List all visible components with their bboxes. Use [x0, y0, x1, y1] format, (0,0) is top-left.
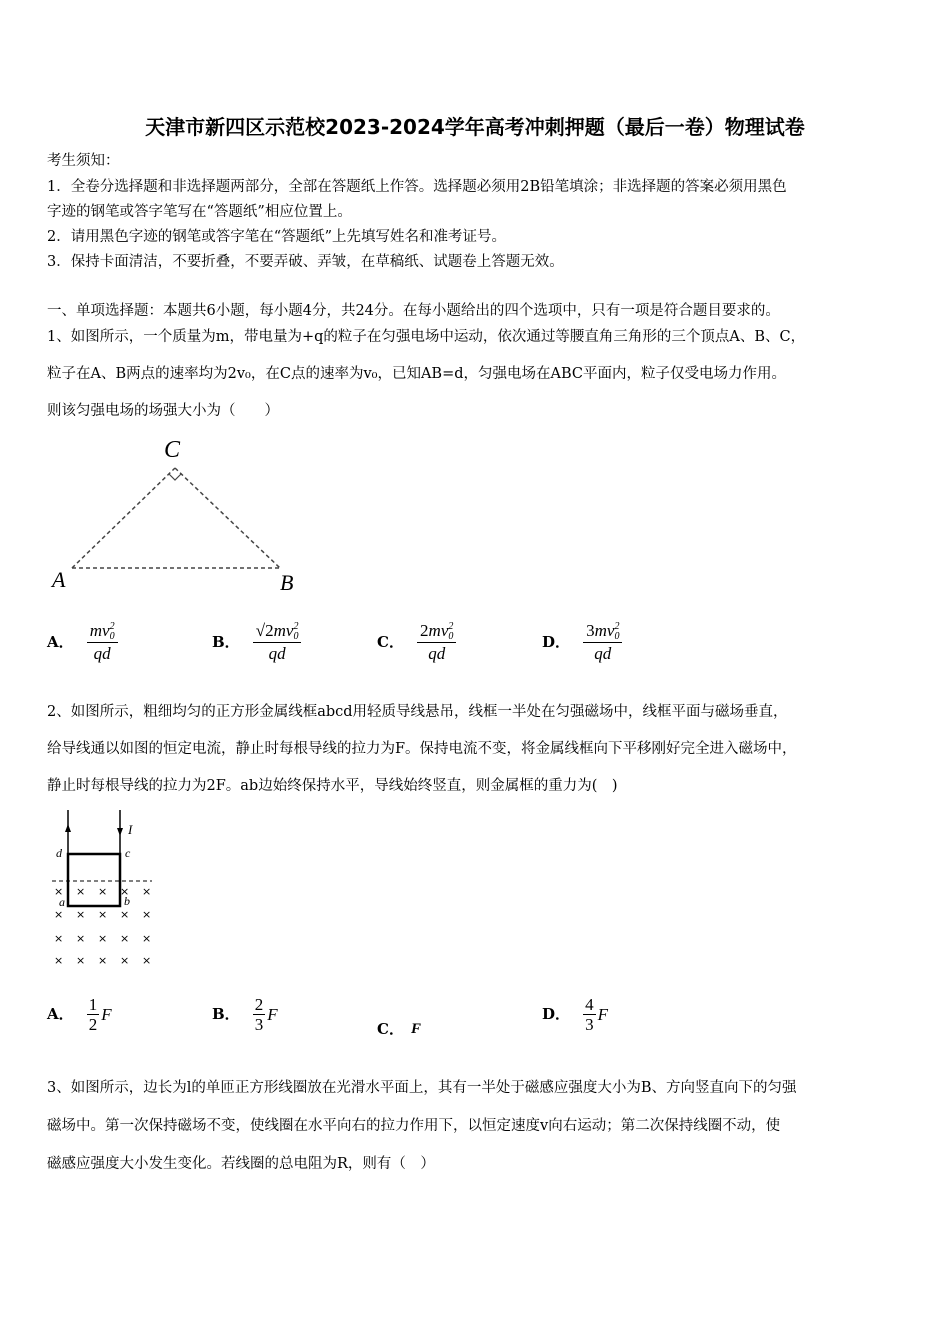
field-cross: ×: [76, 932, 86, 945]
formula: 2mv 2 0 qd: [417, 620, 456, 665]
q1-option-d[interactable]: D． 3mv 2 0 qd: [542, 620, 622, 665]
field-cross: ×: [120, 954, 130, 967]
section-heading: 一、单项选择题：本题共6小题，每小题4分，共24分。在每小题给出的四个选项中，只有一项是符合题目要求的。: [47, 303, 780, 319]
field-cross: ×: [142, 908, 152, 921]
field-cross: ×: [54, 908, 64, 921]
q2-option-d[interactable]: D． $\frac{4}{3}$ F: [542, 995, 608, 1034]
field-cross: ×: [142, 954, 152, 967]
triangle-side-ac: [72, 468, 175, 568]
formula: $\frac{2}{3}$: [254, 995, 264, 1034]
formula: $\frac{1}{2}$: [88, 995, 98, 1034]
formula: mv 2 0 qd: [87, 620, 118, 665]
current-label: I: [128, 822, 133, 837]
field-cross: ×: [120, 908, 130, 921]
field-cross: ×: [98, 954, 108, 967]
q2-option-b[interactable]: B． $\frac{2}{3}$ F: [212, 995, 278, 1034]
field-cross: ×: [98, 908, 108, 921]
q1-text: 粒子在A、B两点的速率均为2v₀，在C点的速率为v₀，已知AB=d，匀强电场在ABC平面内，粒子仅受电场力作用。: [47, 366, 787, 382]
vertex-label-c: C: [164, 437, 181, 463]
q2-text: 静止时每根导线的拉力为2F。ab边始终保持水平，导线始终竖直，则金属框的重力为( ): [47, 778, 618, 794]
right-angle-mark: [169, 474, 181, 480]
q2-text: 给导线通以如图的恒定电流，静止时每根导线的拉力为F。保持电流不变，将金属线框向下平移刚好完全进入磁场中，: [47, 741, 797, 757]
field-cross: ×: [142, 885, 152, 898]
notice-item: 字迹的钢笔或答字笔写在“答题纸”相应位置上。: [47, 204, 352, 220]
notice-heading: 考生须知：: [47, 153, 120, 169]
q3-text: 3、如图所示，边长为l的单匝正方形线圈放在光滑水平面上，其有一半处于磁感应强度大小为B、方向竖直向下的匀强: [47, 1080, 797, 1096]
q1-text: 1、如图所示，一个质量为m，带电量为+q的粒子在匀强电场中运动，依次通过等腰直角三角形的三个顶点A、B、C，: [47, 329, 806, 345]
vertex-label-b: B: [280, 570, 294, 595]
field-cross: ×: [98, 932, 108, 945]
q2-text: 2、如图所示，粗细均匀的正方形金属线框abcd用轻质导线悬吊，线框一半处在匀强磁场中，线框平面与磁场垂直，: [47, 704, 788, 720]
square-frame: [68, 854, 120, 906]
corner-label-c: c: [125, 846, 131, 860]
corner-label-a: a: [59, 895, 65, 909]
field-cross: ×: [76, 954, 86, 967]
formula: $\frac{4}{3}$: [585, 995, 594, 1034]
field-cross: ×: [120, 885, 130, 898]
field-cross: ×: [120, 932, 130, 945]
triangle-diagram: [40, 430, 320, 600]
notice-item: 2．请用黑色字迹的钢笔或答字笔在“答题纸”上先填写姓名和准考证号。: [47, 229, 507, 245]
field-cross: ×: [76, 885, 86, 898]
q1-option-c[interactable]: C． 2mv 2 0 qd: [377, 620, 456, 665]
vertex-label-a: A: [52, 567, 66, 592]
field-cross: ×: [76, 908, 86, 921]
current-arrow-down: [117, 828, 123, 836]
q2-option-a[interactable]: A． $\frac{1}{2}$ F: [47, 995, 112, 1034]
current-arrow-up: [65, 824, 71, 832]
field-cross: ×: [98, 885, 108, 898]
corner-label-d: d: [56, 846, 62, 860]
q2-option-c[interactable]: C． F: [377, 1020, 422, 1038]
field-cross: ×: [54, 885, 64, 898]
notice-item: 1．全卷分选择题和非选择题两部分，全部在答题纸上作答。选择题必须用2B铅笔填涂；非选择题的答案必须用黑色: [47, 179, 787, 195]
formula: 3mv 2 0 qd: [583, 620, 622, 665]
notice-item: 3．保持卡面清洁，不要折叠，不要弄破、弄皱，在草稿纸、试题卷上答题无效。: [47, 254, 564, 270]
triangle-side-cb: [175, 468, 280, 568]
q1-text: 则该匀强电场的场强大小为（ ）: [47, 403, 279, 419]
wire-frame-diagram: [40, 810, 170, 975]
formula: √2mv 2 0 qd: [253, 620, 302, 665]
q1-option-b[interactable]: B． √2mv 2 0 qd: [212, 620, 301, 665]
page-title: 天津市新四区示范校2023-2024学年高考冲刺押题（最后一卷）物理试卷: [145, 115, 805, 139]
corner-label-b: b: [124, 894, 130, 908]
q1-option-a[interactable]: A． mv 2 0 qd: [47, 620, 118, 665]
field-cross: ×: [54, 954, 64, 967]
q3-text: 磁感应强度大小发生变化。若线圈的总电阻为R，则有（ ）: [47, 1156, 435, 1172]
field-cross: ×: [54, 932, 64, 945]
q3-text: 磁场中。第一次保持磁场不变，使线圈在水平向右的拉力作用下，以恒定速度v向右运动；第二次保持线圈不动，使: [47, 1118, 781, 1134]
field-cross: ×: [142, 932, 152, 945]
